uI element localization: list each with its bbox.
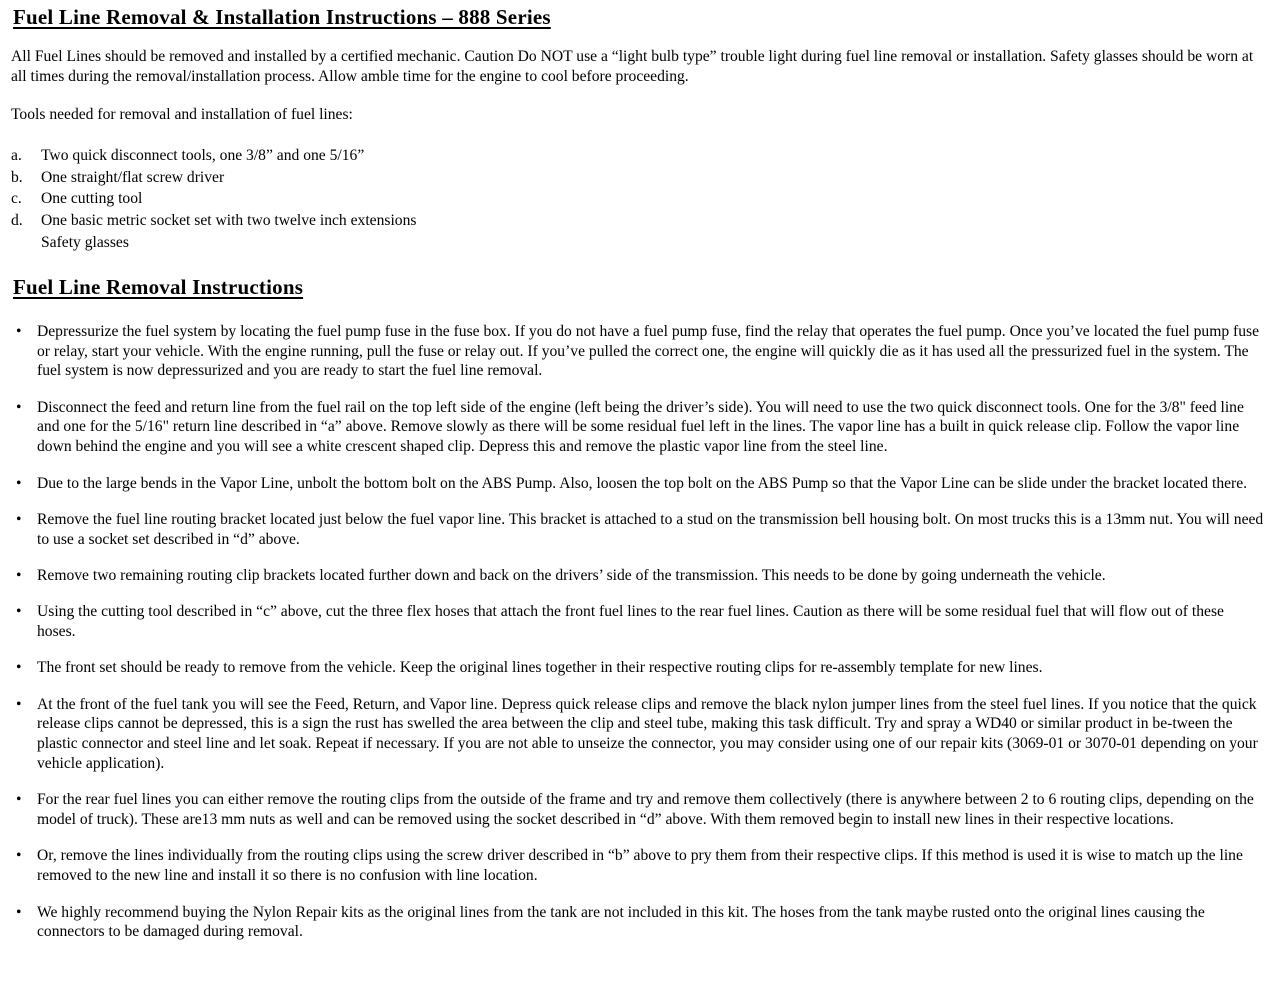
tool-item xyxy=(11,232,1267,254)
tool-letter: c. xyxy=(11,190,22,208)
instruction-text: Or, remove the lines individually from the routing clips using the screw driver described in “b” above to pry them from their respective clips. If this method is used it is wise to match up the line removed to the new line and install it so there is no confusion with line location. xyxy=(37,847,1243,885)
list-item xyxy=(11,846,1267,886)
bullet-icon: • xyxy=(16,603,22,621)
instruction-text: At the front of the fuel tank you will see the Feed, Return, and Vapor line. Depress quick release clips and remove the black nylon jumper lines from the steel fuel lines. If you notice that the quick release clips cannot be depressed, this is a sign the rust has swelled the area between the clip and steel tube, making this task difficult. Try and spray a WD40 or similar product in be-tween the plastic connector and steel line and let soak. Repeat if necessary. If you are not able to unseize the connector, you may consider using one of our repair kits (3069-01 or 3070-01 depending on your vehicle application). xyxy=(37,695,1258,773)
bullet-icon: • xyxy=(16,474,22,492)
tool-item xyxy=(11,145,1267,167)
tool-letter xyxy=(11,232,41,254)
list-item xyxy=(11,398,1267,457)
tools-list xyxy=(11,145,1267,254)
list-item xyxy=(11,474,1267,494)
list-item xyxy=(11,510,1267,550)
instruction-text: Depressurize the fuel system by locating the fuel pump fuse in the fuse box. If you do not have a fuel pump fuse, find the relay that operates the fuel pump. Once you’ve located the fuel pump fuse or relay, start your vehicle. With the engine running, pull the fuse or relay out. If you’ve pulled the correct one, the engine will quickly die as it has used all the pressurized fuel in the system. The fuel system is now depressurized and you are ready to start the fuel line removal. xyxy=(37,322,1260,380)
list-item xyxy=(11,695,1267,774)
tool-text: One basic metric socket set with two twelve inch extensions xyxy=(41,212,417,230)
tool-item xyxy=(11,167,1267,189)
tool-text: Two quick disconnect tools, one 3/8” and one 5/16” xyxy=(41,146,365,164)
bullet-icon: • xyxy=(16,566,22,584)
instructions-list xyxy=(11,322,1267,942)
instruction-text: Using the cutting tool described in “c” above, cut the three flex hoses that attach the front fuel lines to the rear fuel lines. Caution as there will be some residual fuel that will flow out of these hoses. xyxy=(37,603,1224,641)
section-title: Fuel Line Removal Instructions xyxy=(13,274,304,299)
bullet-icon: • xyxy=(16,903,22,921)
document-title: Fuel Line Removal & Installation Instructions – 888 Series xyxy=(13,5,551,29)
tool-text: Safety glasses xyxy=(41,233,129,251)
bullet-icon: • xyxy=(16,510,22,528)
tool-letter: b. xyxy=(11,168,23,186)
instruction-text: For the rear fuel lines you can either remove the routing clips from the outside of the frame and try and remove them collectively (there is anywhere between 2 to 6 routing clips, depending on the model of truck). These are13 mm nuts as well and can be removed using the socket described in “d” above. With them removed begin to install new lines in their respective locations. xyxy=(37,791,1254,829)
bullet-icon: • xyxy=(16,847,22,865)
list-item xyxy=(11,790,1267,830)
tool-letter: a. xyxy=(11,146,22,164)
tool-item xyxy=(11,188,1267,210)
instruction-text: Remove the fuel line routing bracket located just below the fuel vapor line. This bracket is attached to a stud on the transmission bell housing bolt. On most trucks this is a 13mm nut. You will need to use a socket set described in “d” above. xyxy=(37,510,1264,548)
list-item xyxy=(11,602,1267,642)
bullet-icon: • xyxy=(16,791,22,809)
bullet-icon: • xyxy=(16,398,22,416)
list-item xyxy=(11,566,1267,586)
list-item xyxy=(11,903,1267,943)
intro-paragraph: All Fuel Lines should be removed and installed by a certified mechanic. Caution Do NOT use a “light bulb type” trouble light during fuel line removal or installation. Safety glasses should be worn at all times during the removal/installation process. Allow amble time for the engine to cool before proceeding. xyxy=(11,48,1254,85)
bullet-icon: • xyxy=(16,659,22,677)
tool-item xyxy=(11,210,1267,232)
instruction-text: The front set should be ready to remove from the vehicle. Keep the original lines together in their respective routing clips for re-assembly template for new lines. xyxy=(37,659,1043,677)
bullet-icon: • xyxy=(16,322,22,340)
instruction-text: Due to the large bends in the Vapor Line, unbolt the bottom bolt on the ABS Pump. Also, loosen the top bolt on the ABS Pump so that the Vapor Line can be slide under the bracket located there. xyxy=(37,474,1248,492)
list-item xyxy=(11,658,1267,678)
bullet-icon: • xyxy=(16,695,22,713)
tool-text: One straight/flat screw driver xyxy=(41,168,225,186)
instruction-text: Disconnect the feed and return line from the fuel rail on the top left side of the engine (left being the driver’s side). You will need to use the two quick disconnect tools. One for the 3/8" feed line and one for the 5/16" return line described in “a” above. Remove slowly as there will be some residual fuel left in the lines. The vapor line has a built in quick release clip. Follow the vapor line down behind the engine and you will see a white crescent shaped clip. Depress this and remove the plastic vapor line from the steel line. xyxy=(37,398,1244,456)
instruction-text: We highly recommend buying the Nylon Repair kits as the original lines from the tank are not included in this kit. The hoses from the tank maybe rusted onto the original lines causing the connectors to be damaged during removal. xyxy=(37,903,1205,941)
tool-text: One cutting tool xyxy=(41,190,143,208)
tools-heading: Tools needed for removal and installation of fuel lines: xyxy=(11,106,353,124)
list-item xyxy=(11,322,1267,381)
tool-letter: d. xyxy=(11,212,23,230)
instruction-text: Remove two remaining routing clip brackets located further down and back on the drivers’ side of the transmission. This needs to be done by going underneath the vehicle. xyxy=(37,566,1106,584)
